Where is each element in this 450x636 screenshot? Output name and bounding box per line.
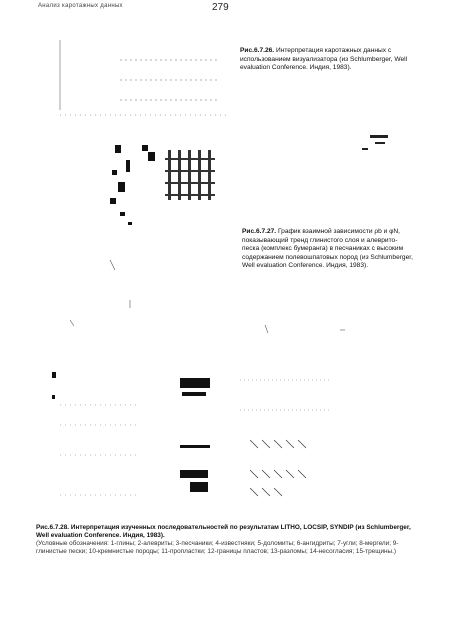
figure-1-caption-text: Интерпретация каротажных данных с использованием визуализатора (из Schlumberger, Well evaluation Conference. Индия, 1983). (240, 47, 408, 72)
figure-2-caption-text: График взаимной зависимости ρb и φN, показывающий тренд глинистого слоя и алеврито-песка (комплекс бумеранга) в песчаниках с высоким содержанием полевошпатовых пород (из Schlumberger, Well evaluation Conference. Индия, 1983). (242, 228, 413, 270)
figure-3-caption (36, 524, 420, 556)
figure-2-grid (165, 150, 215, 200)
figure-3-caption-note: (Условные обозначения: 1-глины; 2-алевриты; 3-песчаники; 4-известняки; 5-доломиты; 6-ангидриты; 7-угли; 8-мергели; 9-глинистые пески; 10-кремнистые породы; 11-пропластки; 12-границы пластов; 13-разломы; 14-несогласия; 15-трещины.) (36, 540, 399, 555)
figure-3-caption-label: Рис.6.7.28. (36, 524, 70, 531)
page-number: 279 (212, 2, 229, 13)
figure-2-caption-label: Рис.6.7.27. (242, 228, 277, 235)
figure-1-right-marks (362, 135, 388, 150)
figure-1-caption-label: Рис.6.7.26. (240, 47, 275, 54)
running-head: Анализ каротажных данных (38, 3, 123, 9)
figure-1-log-tracks (60, 40, 230, 115)
figure-3-columns (52, 372, 210, 492)
figure-2-crossplot (110, 145, 155, 225)
figure-3-caption-title-text: Интерпретация изученных последовательностей по результатам LITHO, LOCSIP, SYNDIP (из Schlumberger, Well evaluation Conference. Индия, 1983). (36, 524, 411, 539)
figure-2-caption (242, 228, 414, 271)
figure-1-caption (240, 47, 410, 73)
figure-3-caption-title (36, 524, 420, 540)
figure-3-hatching (250, 440, 306, 496)
